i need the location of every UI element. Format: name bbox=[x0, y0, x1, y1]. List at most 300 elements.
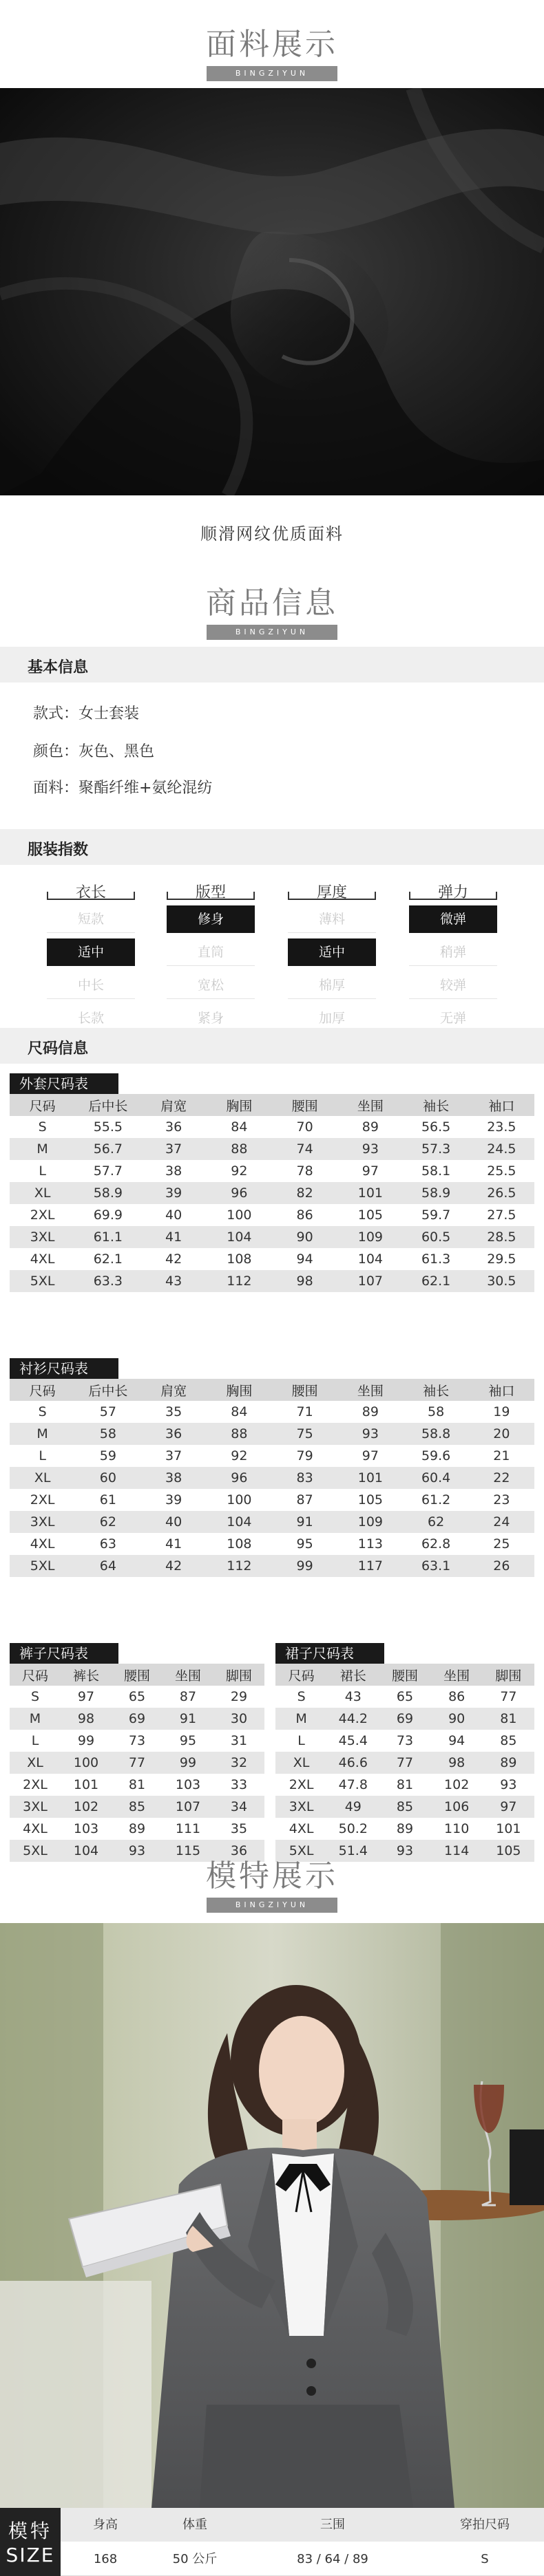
table-row bbox=[10, 1226, 534, 1248]
table-cell: 26 bbox=[469, 1555, 534, 1577]
table-row bbox=[10, 1401, 534, 1423]
table-cell: 30 bbox=[213, 1708, 264, 1730]
table-row bbox=[10, 1796, 264, 1818]
table-row bbox=[10, 1423, 534, 1445]
table-cell: 77 bbox=[112, 1752, 163, 1774]
model-stat-header: 身高 bbox=[93, 2518, 118, 2532]
skirt-size-table bbox=[275, 1664, 534, 1862]
table-cell: 56.7 bbox=[75, 1138, 140, 1160]
table-cell: 2XL bbox=[275, 1774, 327, 1796]
model-stats-value-row bbox=[61, 2542, 544, 2576]
table-cell: 107 bbox=[337, 1270, 403, 1292]
jacket-size-table bbox=[10, 1094, 534, 1292]
table-cell: 43 bbox=[141, 1270, 207, 1292]
table-cell: 94 bbox=[272, 1248, 337, 1270]
table-cell: S bbox=[275, 1686, 327, 1708]
table-row bbox=[275, 1708, 534, 1730]
table-cell: 74 bbox=[272, 1138, 337, 1160]
fabric-photo bbox=[0, 88, 544, 495]
table-cell: 104 bbox=[61, 1840, 112, 1862]
fit-column-label: 衣长 bbox=[47, 881, 135, 900]
table-cell: 89 bbox=[379, 1818, 430, 1840]
table-cell: 89 bbox=[112, 1818, 163, 1840]
table-cell: 92 bbox=[207, 1160, 272, 1182]
table-header-cell: 脚围 bbox=[483, 1664, 534, 1686]
table-cell: 62.1 bbox=[404, 1270, 469, 1292]
table-cell: 4XL bbox=[10, 1818, 61, 1840]
table-cell: 27.5 bbox=[469, 1204, 534, 1226]
table-cell: 102 bbox=[431, 1774, 483, 1796]
table-header-cell: 腰围 bbox=[379, 1664, 430, 1686]
table-cell: 33 bbox=[213, 1774, 264, 1796]
table-cell: 110 bbox=[431, 1818, 483, 1840]
table-cell: 42 bbox=[141, 1555, 207, 1577]
table-cell: 112 bbox=[207, 1555, 272, 1577]
model-stat-value: 168 bbox=[93, 2552, 118, 2566]
table-row bbox=[275, 1774, 534, 1796]
table-cell: 63 bbox=[75, 1533, 140, 1555]
table-cell: 5XL bbox=[10, 1840, 61, 1862]
model-stats-table bbox=[0, 2508, 544, 2576]
table-cell: 23 bbox=[469, 1489, 534, 1511]
fit-option: 中长 bbox=[47, 972, 135, 999]
table-cell: 60.4 bbox=[404, 1467, 469, 1489]
product-subtitle: BINGZIYUN bbox=[207, 625, 337, 640]
table-cell: 104 bbox=[207, 1511, 272, 1533]
table-cell: 95 bbox=[272, 1533, 337, 1555]
table-cell: 31 bbox=[213, 1730, 264, 1752]
table-cell: 81 bbox=[483, 1708, 534, 1730]
table-cell: 111 bbox=[163, 1818, 213, 1840]
product-title: 商品信息 bbox=[206, 586, 338, 621]
table-cell: 112 bbox=[207, 1270, 272, 1292]
table-header-cell: 袖口 bbox=[469, 1094, 534, 1116]
table-cell: 82 bbox=[272, 1182, 337, 1204]
model-title: 模特展示 bbox=[206, 1858, 338, 1893]
table-cell: 114 bbox=[431, 1840, 483, 1862]
table-cell: 2XL bbox=[10, 1489, 75, 1511]
table-row bbox=[10, 1686, 264, 1708]
table-cell: 61.3 bbox=[404, 1248, 469, 1270]
table-cell: 99 bbox=[272, 1555, 337, 1577]
fit-option: 无弹 bbox=[409, 1005, 497, 1032]
table-cell: 93 bbox=[379, 1840, 430, 1862]
fit-column-label: 弹力 bbox=[409, 881, 497, 900]
fit-option-selected: 修身 bbox=[167, 905, 255, 933]
table-cell: 3XL bbox=[10, 1226, 75, 1248]
table-cell: 77 bbox=[483, 1686, 534, 1708]
table-cell: 70 bbox=[272, 1116, 337, 1138]
table-cell: 58.9 bbox=[404, 1182, 469, 1204]
table-cell: 20 bbox=[469, 1423, 534, 1445]
table-cell: 62 bbox=[75, 1511, 140, 1533]
table-cell: L bbox=[10, 1160, 75, 1182]
table-cell: 93 bbox=[337, 1423, 403, 1445]
table-row bbox=[10, 1752, 264, 1774]
table-header-cell: 后中长 bbox=[75, 1094, 140, 1116]
table-cell: 99 bbox=[61, 1730, 112, 1752]
product-section-title bbox=[0, 578, 544, 640]
table-cell: 25 bbox=[469, 1533, 534, 1555]
table-cell: 100 bbox=[61, 1752, 112, 1774]
fit-column-label: 版型 bbox=[167, 881, 255, 900]
fit-option: 直筒 bbox=[167, 938, 255, 966]
table-cell: 40 bbox=[141, 1204, 207, 1226]
table-cell: 2XL bbox=[10, 1204, 75, 1226]
table-cell: 25.5 bbox=[469, 1160, 534, 1182]
table-cell: 101 bbox=[61, 1774, 112, 1796]
table-cell: 75 bbox=[272, 1423, 337, 1445]
table-cell: 97 bbox=[337, 1445, 403, 1467]
table-cell: 85 bbox=[112, 1796, 163, 1818]
fit-option: 棉厚 bbox=[288, 972, 376, 999]
table-cell: 63.1 bbox=[404, 1555, 469, 1577]
table-cell: 58.1 bbox=[404, 1160, 469, 1182]
table-cell: 39 bbox=[141, 1489, 207, 1511]
table-header-cell: 坐围 bbox=[163, 1664, 213, 1686]
table-row bbox=[275, 1818, 534, 1840]
table-cell: 4XL bbox=[10, 1248, 75, 1270]
table-cell: 69.9 bbox=[75, 1204, 140, 1226]
table-row bbox=[10, 1818, 264, 1840]
table-cell: 57 bbox=[75, 1401, 140, 1423]
table-cell: 109 bbox=[337, 1511, 403, 1533]
pants-size-table bbox=[10, 1664, 264, 1862]
table-cell: 113 bbox=[337, 1533, 403, 1555]
table-cell: XL bbox=[10, 1752, 61, 1774]
shirt-table-title: 衬衫尺码表 bbox=[10, 1358, 118, 1379]
model-section-title bbox=[0, 1851, 544, 1913]
table-cell: 22 bbox=[469, 1467, 534, 1489]
table-header-row bbox=[10, 1379, 534, 1401]
table-row bbox=[10, 1489, 534, 1511]
table-cell: 39 bbox=[141, 1182, 207, 1204]
table-row bbox=[10, 1160, 534, 1182]
table-cell: 3XL bbox=[10, 1796, 61, 1818]
table-cell: 98 bbox=[272, 1270, 337, 1292]
table-row bbox=[10, 1204, 534, 1226]
table-header-cell: 脚围 bbox=[213, 1664, 264, 1686]
table-row bbox=[10, 1445, 534, 1467]
table-cell: 59 bbox=[75, 1445, 140, 1467]
fit-option-selected: 适中 bbox=[288, 938, 376, 966]
fit-option: 加厚 bbox=[288, 1005, 376, 1032]
table-cell: 101 bbox=[337, 1467, 403, 1489]
table-cell: 28.5 bbox=[469, 1226, 534, 1248]
table-cell: 34 bbox=[213, 1796, 264, 1818]
table-cell: 38 bbox=[141, 1160, 207, 1182]
table-cell: 37 bbox=[141, 1138, 207, 1160]
fit-column-thickness bbox=[288, 881, 376, 1032]
table-cell: 51.4 bbox=[327, 1840, 379, 1862]
table-cell: M bbox=[10, 1138, 75, 1160]
table-row bbox=[10, 1533, 534, 1555]
pants-table-title: 裤子尺码表 bbox=[10, 1643, 118, 1664]
model-stats-label bbox=[0, 2508, 61, 2576]
table-cell: 91 bbox=[163, 1708, 213, 1730]
table-cell: XL bbox=[10, 1182, 75, 1204]
size-info-bar bbox=[0, 1028, 544, 1064]
table-cell: 38 bbox=[141, 1467, 207, 1489]
table-cell: 87 bbox=[163, 1686, 213, 1708]
table-cell: 100 bbox=[207, 1204, 272, 1226]
table-cell: 58 bbox=[75, 1423, 140, 1445]
table-cell: 77 bbox=[379, 1752, 430, 1774]
table-cell: 89 bbox=[483, 1752, 534, 1774]
info-style: 款式：女士套装 bbox=[33, 705, 140, 722]
fit-option: 紧身 bbox=[167, 1005, 255, 1032]
table-cell: 5XL bbox=[10, 1270, 75, 1292]
table-cell: 93 bbox=[483, 1774, 534, 1796]
table-header-row bbox=[10, 1664, 264, 1686]
table-cell: 92 bbox=[207, 1445, 272, 1467]
table-cell: 61.1 bbox=[75, 1226, 140, 1248]
table-cell: 103 bbox=[163, 1774, 213, 1796]
table-cell: 4XL bbox=[275, 1818, 327, 1840]
fabric-caption: 顺滑网纹优质面料 bbox=[200, 524, 344, 544]
model-stat-header: 三围 bbox=[320, 2518, 345, 2532]
table-cell: S bbox=[10, 1401, 75, 1423]
table-cell: M bbox=[10, 1423, 75, 1445]
table-cell: 97 bbox=[337, 1160, 403, 1182]
table-header-cell: 坐围 bbox=[337, 1094, 403, 1116]
table-cell: 93 bbox=[337, 1138, 403, 1160]
table-header-cell: 腰围 bbox=[112, 1664, 163, 1686]
table-row bbox=[10, 1708, 264, 1730]
table-cell: S bbox=[10, 1686, 61, 1708]
info-color: 颜色：灰色、黑色 bbox=[33, 743, 155, 760]
table-header-cell: 尺码 bbox=[275, 1664, 327, 1686]
table-cell: 44.2 bbox=[327, 1708, 379, 1730]
table-cell: 65 bbox=[112, 1686, 163, 1708]
table-row bbox=[10, 1270, 534, 1292]
table-header-cell: 胸围 bbox=[207, 1379, 272, 1401]
model-stats-label-en: SIZE bbox=[6, 2544, 55, 2566]
table-cell: 71 bbox=[272, 1401, 337, 1423]
table-cell: 42 bbox=[141, 1248, 207, 1270]
table-cell: 90 bbox=[431, 1708, 483, 1730]
fit-option: 短款 bbox=[47, 905, 135, 933]
table-row bbox=[275, 1730, 534, 1752]
table-cell: 115 bbox=[163, 1840, 213, 1862]
table-header-cell: 坐围 bbox=[337, 1379, 403, 1401]
table-cell: 5XL bbox=[10, 1555, 75, 1577]
table-cell: 24.5 bbox=[469, 1138, 534, 1160]
table-cell: 104 bbox=[207, 1226, 272, 1248]
table-cell: 58.8 bbox=[404, 1423, 469, 1445]
table-cell: 49 bbox=[327, 1796, 379, 1818]
fit-option-selected: 适中 bbox=[47, 938, 135, 966]
table-cell: 88 bbox=[207, 1138, 272, 1160]
table-cell: 19 bbox=[469, 1401, 534, 1423]
table-row bbox=[10, 1248, 534, 1270]
fit-column-cut bbox=[167, 881, 255, 1032]
table-header-cell: 胸围 bbox=[207, 1094, 272, 1116]
table-cell: 90 bbox=[272, 1226, 337, 1248]
table-cell: 85 bbox=[379, 1796, 430, 1818]
model-stats-header-row bbox=[61, 2508, 544, 2542]
table-header-cell: 肩宽 bbox=[141, 1379, 207, 1401]
jacket-table-title: 外套尺码表 bbox=[10, 1073, 118, 1094]
table-cell: 84 bbox=[207, 1116, 272, 1138]
table-cell: 3XL bbox=[275, 1796, 327, 1818]
table-cell: 35 bbox=[213, 1818, 264, 1840]
fit-column-stretch bbox=[409, 881, 497, 1032]
table-cell: 73 bbox=[379, 1730, 430, 1752]
table-row bbox=[10, 1116, 534, 1138]
table-cell: 58.9 bbox=[75, 1182, 140, 1204]
info-fabric: 面料：聚酯纤维+氨纶混纺 bbox=[33, 780, 213, 797]
table-cell: 60.5 bbox=[404, 1226, 469, 1248]
table-cell: 47.8 bbox=[327, 1774, 379, 1796]
model-subtitle: BINGZIYUN bbox=[207, 1898, 337, 1913]
table-cell: 57.3 bbox=[404, 1138, 469, 1160]
size-info-heading: 尺码信息 bbox=[28, 1040, 89, 1058]
table-cell: 2XL bbox=[10, 1774, 61, 1796]
table-header-cell: 腰围 bbox=[272, 1379, 337, 1401]
table-cell: 30.5 bbox=[469, 1270, 534, 1292]
table-cell: 81 bbox=[112, 1774, 163, 1796]
table-cell: 45.4 bbox=[327, 1730, 379, 1752]
fit-index-heading: 服装指数 bbox=[28, 841, 89, 859]
table-cell: 109 bbox=[337, 1226, 403, 1248]
basic-info-heading: 基本信息 bbox=[28, 659, 89, 676]
model-stat-value: 50 公斤 bbox=[172, 2552, 218, 2566]
table-cell: L bbox=[275, 1730, 327, 1752]
table-cell: 96 bbox=[207, 1467, 272, 1489]
fit-option-selected: 微弹 bbox=[409, 905, 497, 933]
table-cell: 61.2 bbox=[404, 1489, 469, 1511]
model-stat-value: 83 / 64 / 89 bbox=[297, 2552, 368, 2566]
table-cell: 98 bbox=[61, 1708, 112, 1730]
table-cell: 91 bbox=[272, 1511, 337, 1533]
table-cell: L bbox=[10, 1730, 61, 1752]
table-cell: 96 bbox=[207, 1182, 272, 1204]
table-cell: 62.1 bbox=[75, 1248, 140, 1270]
table-cell: 41 bbox=[141, 1226, 207, 1248]
table-cell: 63.3 bbox=[75, 1270, 140, 1292]
table-cell: 99 bbox=[163, 1752, 213, 1774]
table-cell: 84 bbox=[207, 1401, 272, 1423]
skirt-table-title: 裙子尺码表 bbox=[275, 1643, 384, 1664]
model-stat-value: S bbox=[481, 2552, 489, 2566]
table-cell: M bbox=[10, 1708, 61, 1730]
table-header-cell: 坐围 bbox=[431, 1664, 483, 1686]
table-cell: 103 bbox=[61, 1818, 112, 1840]
table-cell: 105 bbox=[337, 1204, 403, 1226]
table-cell: 23.5 bbox=[469, 1116, 534, 1138]
fit-column-label: 厚度 bbox=[288, 881, 376, 900]
table-cell: 97 bbox=[61, 1686, 112, 1708]
fit-option: 稍弹 bbox=[409, 938, 497, 966]
table-cell: 29.5 bbox=[469, 1248, 534, 1270]
table-cell: 105 bbox=[337, 1489, 403, 1511]
table-header-cell: 袖长 bbox=[404, 1094, 469, 1116]
table-cell: S bbox=[10, 1116, 75, 1138]
table-cell: 62 bbox=[404, 1511, 469, 1533]
table-cell: 4XL bbox=[10, 1533, 75, 1555]
model-stat-header: 体重 bbox=[182, 2518, 207, 2532]
table-cell: 87 bbox=[272, 1489, 337, 1511]
table-row bbox=[10, 1555, 534, 1577]
table-cell: 78 bbox=[272, 1160, 337, 1182]
table-cell: XL bbox=[10, 1467, 75, 1489]
table-cell: 59.7 bbox=[404, 1204, 469, 1226]
table-row bbox=[275, 1686, 534, 1708]
table-cell: L bbox=[10, 1445, 75, 1467]
table-cell: 64 bbox=[75, 1555, 140, 1577]
table-cell: 62.8 bbox=[404, 1533, 469, 1555]
table-row bbox=[275, 1796, 534, 1818]
table-cell: 73 bbox=[112, 1730, 163, 1752]
fit-option: 宽松 bbox=[167, 972, 255, 999]
fit-option: 长款 bbox=[47, 1005, 135, 1032]
table-cell: 107 bbox=[163, 1796, 213, 1818]
table-row bbox=[10, 1774, 264, 1796]
table-cell: 69 bbox=[112, 1708, 163, 1730]
table-header-cell: 后中长 bbox=[75, 1379, 140, 1401]
table-header-cell: 尺码 bbox=[10, 1379, 75, 1401]
table-cell: 29 bbox=[213, 1686, 264, 1708]
table-cell: 50.2 bbox=[327, 1818, 379, 1840]
table-cell: 24 bbox=[469, 1511, 534, 1533]
fabric-subtitle: BINGZIYUN bbox=[207, 66, 337, 81]
table-cell: 93 bbox=[112, 1840, 163, 1862]
table-cell: 36 bbox=[213, 1840, 264, 1862]
shirt-size-table bbox=[10, 1379, 534, 1577]
table-header-cell: 尺码 bbox=[10, 1094, 75, 1116]
table-cell: 65 bbox=[379, 1686, 430, 1708]
table-cell: 32 bbox=[213, 1752, 264, 1774]
table-cell: 37 bbox=[141, 1445, 207, 1467]
fit-column-length bbox=[47, 881, 135, 1032]
table-cell: 58 bbox=[404, 1401, 469, 1423]
table-cell: 59.6 bbox=[404, 1445, 469, 1467]
table-cell: 79 bbox=[272, 1445, 337, 1467]
table-row bbox=[275, 1752, 534, 1774]
table-cell: 89 bbox=[337, 1401, 403, 1423]
table-row bbox=[10, 1182, 534, 1204]
basic-info-bar bbox=[0, 647, 544, 683]
table-cell: 105 bbox=[483, 1840, 534, 1862]
table-cell: 101 bbox=[337, 1182, 403, 1204]
table-cell: 26.5 bbox=[469, 1182, 534, 1204]
table-cell: 55.5 bbox=[75, 1116, 140, 1138]
model-photo bbox=[0, 1923, 544, 2508]
table-cell: 83 bbox=[272, 1467, 337, 1489]
table-header-cell: 裙长 bbox=[327, 1664, 379, 1686]
table-cell: 88 bbox=[207, 1423, 272, 1445]
table-cell: 97 bbox=[483, 1796, 534, 1818]
table-cell: 106 bbox=[431, 1796, 483, 1818]
table-cell: 43 bbox=[327, 1686, 379, 1708]
table-cell: 95 bbox=[163, 1730, 213, 1752]
table-header-row bbox=[10, 1094, 534, 1116]
table-cell: 98 bbox=[431, 1752, 483, 1774]
table-cell: 100 bbox=[207, 1489, 272, 1511]
fit-option: 较弹 bbox=[409, 972, 497, 999]
table-row bbox=[10, 1511, 534, 1533]
table-cell: 117 bbox=[337, 1555, 403, 1577]
table-cell: 104 bbox=[337, 1248, 403, 1270]
table-header-row bbox=[275, 1664, 534, 1686]
table-header-cell: 腰围 bbox=[272, 1094, 337, 1116]
table-cell: 21 bbox=[469, 1445, 534, 1467]
table-header-cell: 裤长 bbox=[61, 1664, 112, 1686]
table-cell: 94 bbox=[431, 1730, 483, 1752]
fabric-section-title bbox=[0, 19, 544, 81]
table-cell: 86 bbox=[431, 1686, 483, 1708]
